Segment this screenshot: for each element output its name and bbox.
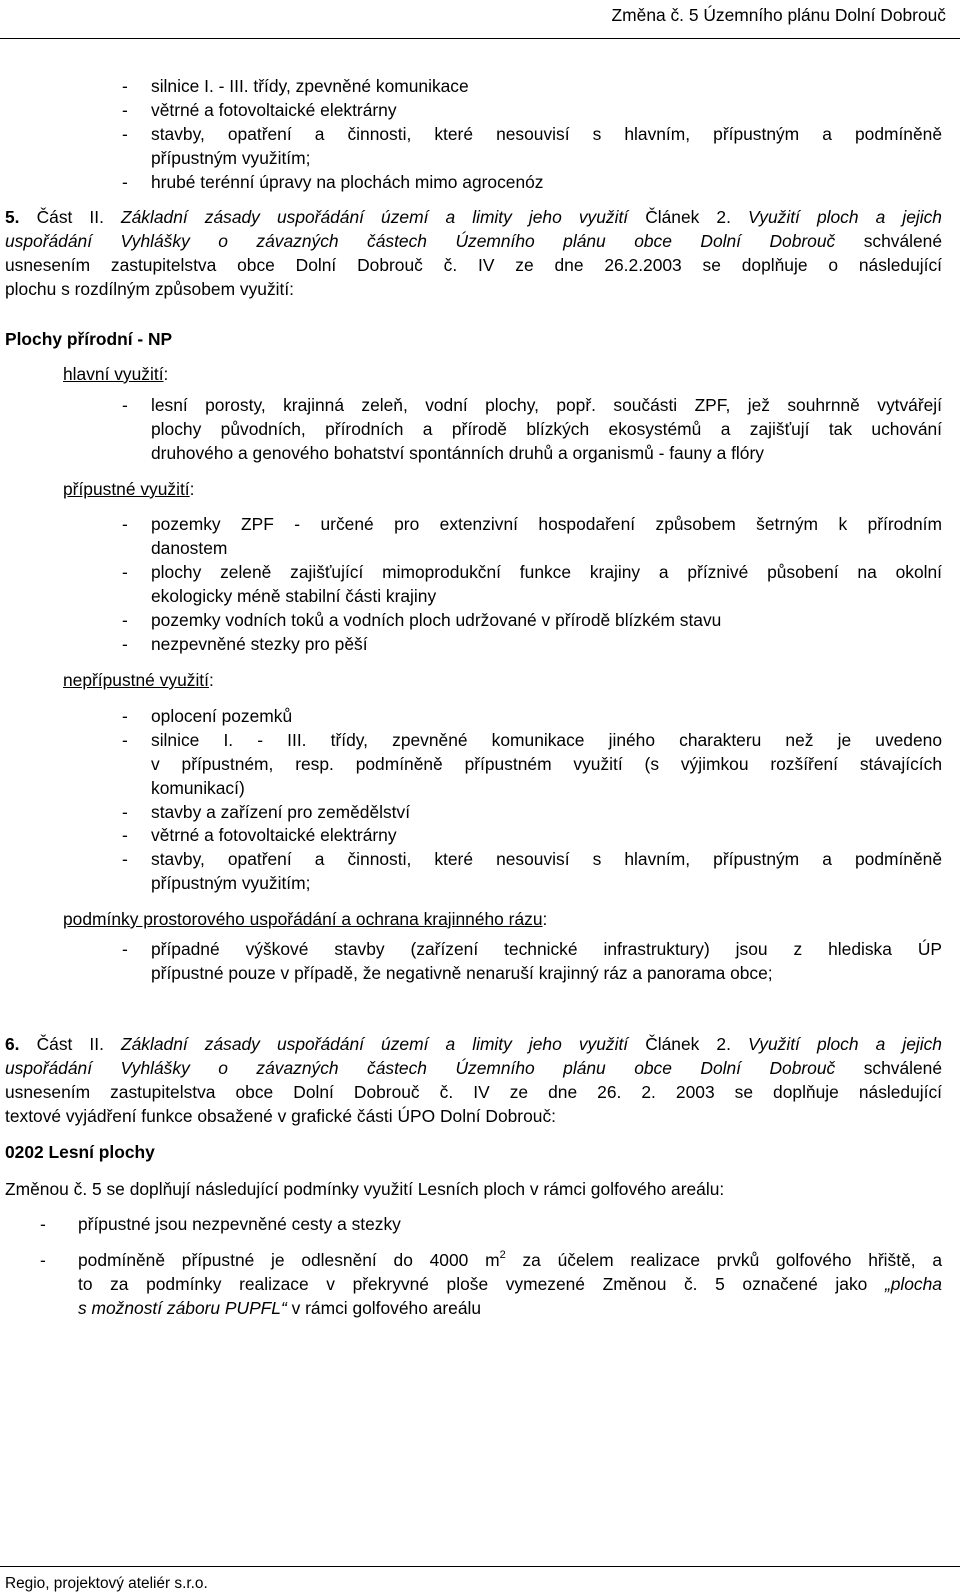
list-item-cont: danostem (151, 538, 228, 558)
list-dash: - (122, 395, 128, 415)
list-dash: - (122, 802, 128, 822)
section-title: Základní zásady uspořádání území a limity jeho využití (121, 207, 629, 227)
list-item: pozemky ZPF - určené pro extenzivní hospodaření způsobem šetrným k přírodním (151, 514, 942, 534)
document-title: Změna č. 5 Územního plánu Dolní Dobrouč (611, 5, 946, 25)
section-5-line: uspořádání Vyhlášky o závazných částech Územního plánu obce Dolní Dobrouč schválené (5, 231, 942, 251)
list-item: přípustné jsou nezpevněné cesty a stezky (78, 1214, 401, 1234)
section-article: Článek 2. (645, 1034, 731, 1054)
lesni-plochy-heading: 0202 Lesní plochy (5, 1142, 155, 1162)
section-6-line: uspořádání Vyhlášky o závazných částech Územního plánu obce Dolní Dobrouč schválené (5, 1058, 942, 1078)
list-item-cont: komunikací) (151, 778, 245, 798)
section-title-2: Využití ploch a jejich (748, 1034, 942, 1054)
section-5-line: plochu s rozdílným způsobem využití: (5, 279, 295, 299)
page-header (0, 0, 960, 39)
list-item: stavby, opatření a činnosti, které nesouvisí s hlavním, přípustným a podmíněně (151, 849, 942, 869)
list-dash: - (122, 825, 128, 845)
list-item: plochy zeleně zajišťující mimoprodukční funkce krajiny a příznivé působení na okolní (151, 562, 942, 582)
list-item-cont: plochy původních, přírodních a přírodě blízkých ekosystémů a zajišťují tak uchování (151, 419, 942, 439)
plochy-heading: Plochy přírodní - NP (5, 329, 173, 349)
footer-credit: Regio, projektový ateliér s.r.o. (5, 1575, 208, 1592)
list-item: stavby, opatření a činnosti, které nesouvisí s hlavním, přípustným a podmíněně (151, 124, 942, 144)
section-6-line: usnesením zastupitelstva obce Dolní Dobrouč č. IV ze dne 26. 2. 2003 se doplňuje následující (5, 1082, 942, 1102)
list-dash: - (122, 514, 128, 534)
list-item: větrné a fotovoltaické elektrárny (151, 825, 397, 845)
list-dash: - (122, 634, 128, 654)
pripustne-label: přípustné využití: (63, 479, 195, 499)
list-item-cont: v přípustném, resp. podmíněně přípustném využití (s výjimkou rozšíření stávajících (151, 754, 942, 774)
section-5-line: usnesením zastupitelstva obce Dolní Dobrouč č. IV ze dne 26.2.2003 se doplňuje o následující (5, 255, 942, 275)
nepripustne-label: nepřípustné využití: (63, 670, 214, 690)
section-article: Článek 2. (645, 207, 731, 227)
section-part: Část II. (36, 207, 104, 227)
list-dash: - (122, 76, 128, 96)
list-item-cont: ekologicky méně stabilní části krajiny (151, 586, 437, 606)
intro-paragraph: Změnou č. 5 se doplňují následující podmínky využití Lesních ploch v rámci golfového areálu: (5, 1179, 725, 1199)
list-item: pozemky vodních toků a vodních ploch udržované v přírodě blízkém stavu (151, 610, 722, 630)
list-item: větrné a fotovoltaické elektrárny (151, 100, 397, 120)
list-item: silnice I. - III. třídy, zpevněné komunikace (151, 76, 469, 96)
section-6-line: textové vyjádření funkce obsažené v grafické části ÚPO Dolní Dobrouč: (5, 1106, 556, 1126)
list-item: lesní porosty, krajinná zeleň, vodní plochy, popř. součásti ZPF, jež souhrnně vytvářejí (151, 395, 942, 415)
list-item: silnice I. - III. třídy, zpevněné komunikace jiného charakteru než je uvedeno (151, 730, 942, 750)
list-dash: - (122, 849, 128, 869)
podminky-label: podmínky prostorového uspořádání a ochrana krajinného rázu: (63, 909, 548, 929)
list-item-cont: druhového a genového bohatství spontánních druhů a organismů - fauny a flóry (151, 443, 764, 463)
section-title: Základní zásady uspořádání území a limity jeho využití (121, 1034, 629, 1054)
list-item: stavby a zařízení pro zemědělství (151, 802, 411, 822)
list-dash: - (40, 1250, 46, 1270)
list-item: oplocení pozemků (151, 706, 293, 726)
list-dash: - (40, 1214, 46, 1234)
section-6-heading (5, 1032, 942, 1056)
list-item: podmíněně přípustné je odlesnění do 4000 $m^2$ za účelem realizace prvků golfového hřiště, a (78, 1249, 942, 1270)
section-5-heading (5, 205, 942, 229)
list-dash: - (122, 730, 128, 750)
list-item-cont: přípustné pouze v případě, že negativně nenaruší krajinný ráz a panorama obce; (151, 963, 773, 983)
list-dash: - (122, 124, 128, 144)
list-dash: - (122, 172, 128, 192)
list-dash: - (122, 610, 128, 630)
superscript: 2 (499, 1249, 506, 1261)
list-dash: - (122, 706, 128, 726)
section-part: Část II. (36, 1034, 104, 1054)
list-dash: - (122, 939, 128, 959)
section-title-2: Využití ploch a jejich (748, 207, 942, 227)
list-item: případné výškové stavby (zařízení technické infrastruktury) jsou z hlediska ÚP (151, 939, 942, 959)
list-item: nezpevněné stezky pro pěší (151, 634, 368, 654)
list-item-cont: přípustným využitím; (151, 148, 311, 168)
list-item-cont: přípustným využitím; (151, 873, 311, 893)
list-dash: - (122, 562, 128, 582)
hlavni-label: hlavní využití: (63, 364, 169, 384)
list-item: hrubé terénní úpravy na plochách mimo agrocenóz (151, 172, 544, 192)
page-footer (0, 1566, 960, 1592)
list-dash: - (122, 100, 128, 120)
list-item-cont: s možností záboru PUPFL“ v rámci golfového areálu (78, 1298, 482, 1318)
section-number: 5. (5, 207, 20, 227)
list-item-cont: to za podmínky realizace v překryvné ploše vymezené Změnou č. 5 označené jako „plocha (78, 1274, 942, 1294)
section-number: 6. (5, 1034, 20, 1054)
